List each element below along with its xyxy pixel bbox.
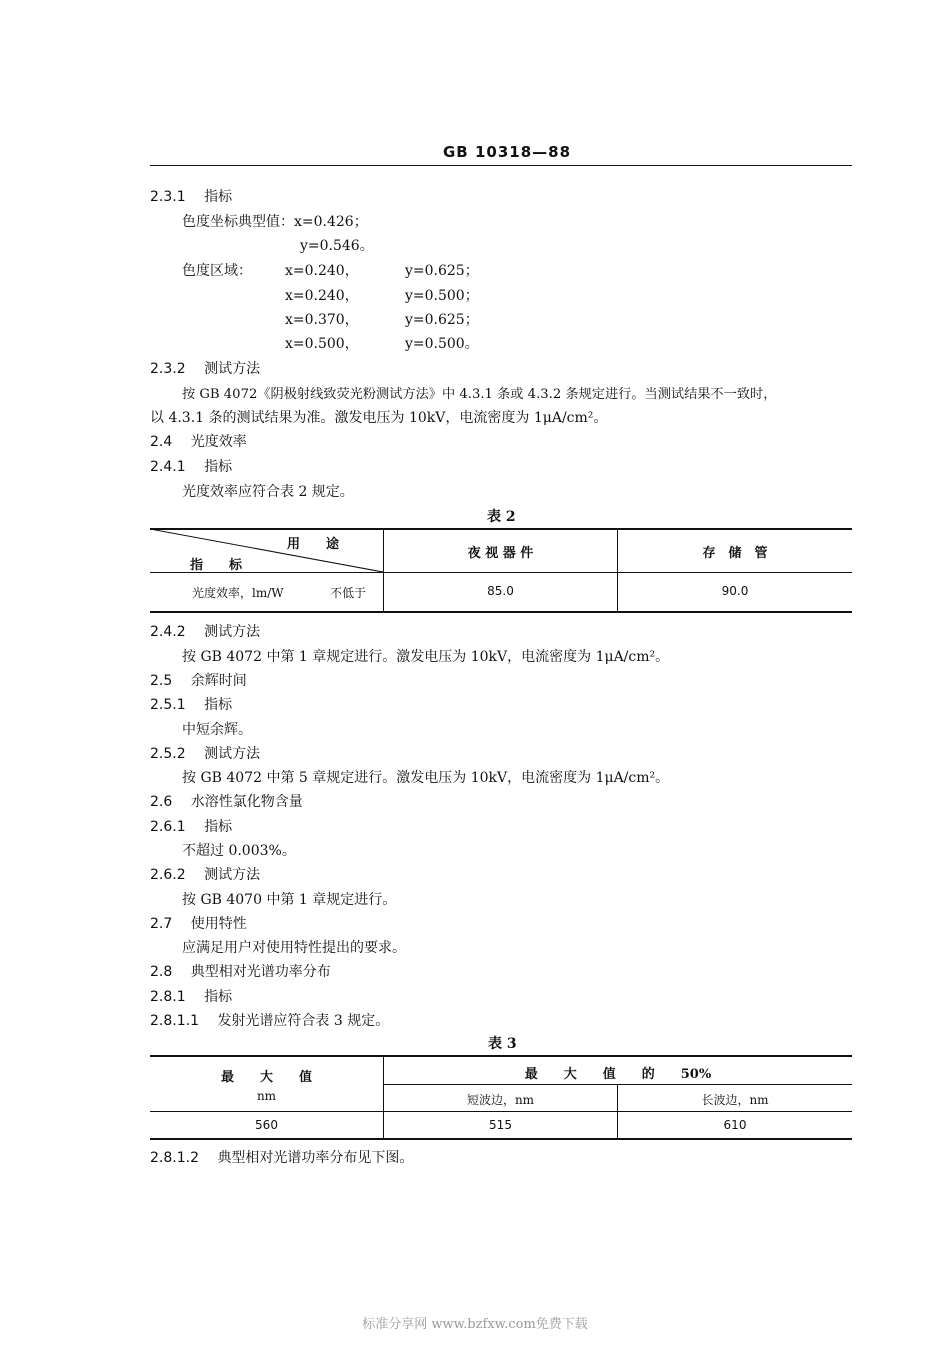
paragraph: 典型相对光谱功率分布见下图。 <box>217 1150 414 1166</box>
section-2-3-2 <box>150 358 260 378</box>
table-mid-rule <box>150 1111 852 1112</box>
table-cell: 610 <box>723 1118 747 1132</box>
section-title: 指标 <box>204 697 233 713</box>
section-title: 光度效率 <box>190 434 247 450</box>
section-2-6-2 <box>150 864 260 884</box>
section-title: 水溶性氯化物含量 <box>190 794 303 810</box>
region-x-1: x=0.240， <box>285 263 359 279</box>
table-2-caption: 表 2 <box>487 509 516 525</box>
table-bottom-rule <box>150 1138 852 1140</box>
section-2-5-1 <box>150 694 232 714</box>
section-title: 指标 <box>204 189 233 205</box>
section-2-7 <box>150 913 247 933</box>
typical-y: y=0.546。 <box>300 238 374 254</box>
section-2-8-1-1 <box>150 1010 389 1030</box>
section-number: 2.6.1 <box>150 819 186 835</box>
section-number: 2.5.1 <box>150 697 186 713</box>
region-y-2: y=0.500； <box>405 288 479 304</box>
section-number: 2.5 <box>150 673 173 689</box>
section-number: 2.8 <box>150 964 173 980</box>
paragraph: 光度效率应符合表 2 规定。 <box>182 484 354 500</box>
section-2-8 <box>150 961 331 981</box>
paragraph-line: 按 GB 4072《阴极射线致荧光粉测试方法》中 4.3.1 条或 4.3.2 条规定进行。当测试结果不一致时， <box>182 387 777 402</box>
standard-code: GB 10318—88 <box>443 143 572 161</box>
region-y-3: y=0.625； <box>405 312 479 328</box>
table-cell: 85.0 <box>487 584 514 598</box>
region-x-3: x=0.370， <box>285 312 359 328</box>
section-number: 2.4.1 <box>150 459 186 475</box>
section-title: 测试方法 <box>204 624 261 640</box>
table-col-header: 最 大 值 的 50% <box>524 1067 712 1082</box>
section-2-4-1 <box>150 456 232 476</box>
section-number: 2.8.1.2 <box>150 1150 199 1166</box>
table-corner-top: 用 途 <box>287 537 340 552</box>
paragraph-line: 以 4.3.1 条的测试结果为准。激发电压为 10kV，电流密度为 1μA/cm²。 <box>150 410 608 426</box>
paragraph: 中短余辉。 <box>182 722 252 738</box>
section-number: 2.7 <box>150 916 173 932</box>
region-y-4: y=0.500。 <box>405 336 479 352</box>
section-2-6-1 <box>150 816 232 836</box>
table-subheader: 短波边，nm <box>466 1093 535 1107</box>
table-top-rule <box>150 1055 852 1057</box>
section-2-8-1 <box>150 986 232 1006</box>
table-row-qualifier: 不低于 <box>330 586 367 600</box>
section-title: 余辉时间 <box>190 673 247 689</box>
table-col-header: 存 储 管 <box>702 546 768 561</box>
table-cell: 515 <box>489 1118 512 1132</box>
section-title: 典型相对光谱功率分布 <box>190 964 331 980</box>
region-x-2: x=0.240， <box>285 288 359 304</box>
table-sub-rule <box>384 1084 852 1085</box>
section-number: 2.4.2 <box>150 624 186 640</box>
table-corner-diagonal <box>150 529 384 573</box>
section-title: 测试方法 <box>204 746 261 762</box>
paragraph: 应满足用户对使用特性提出的要求。 <box>182 940 406 956</box>
table-col-unit: nm <box>256 1089 277 1103</box>
section-title: 测试方法 <box>204 361 261 377</box>
region-label: 色度区域： <box>182 263 252 279</box>
typical-label: 色度坐标典型值： <box>182 214 294 230</box>
section-2-4 <box>150 431 247 451</box>
section-title: 指标 <box>204 989 233 1005</box>
typical-coords-row <box>182 211 368 231</box>
section-2-4-2 <box>150 621 260 641</box>
paragraph: 按 GB 4070 中第 1 章规定进行。 <box>182 892 397 908</box>
section-number: 2.5.2 <box>150 746 186 762</box>
table-subheader: 长波边，nm <box>701 1093 769 1107</box>
region-y-1: y=0.625； <box>405 263 479 279</box>
section-number: 2.4 <box>150 434 173 450</box>
region-x-4: x=0.500， <box>285 336 359 352</box>
section-title: 使用特性 <box>190 916 247 932</box>
table-col-header: 夜 视 器 件 <box>467 546 534 561</box>
table-cell: 90.0 <box>721 584 749 598</box>
paragraph: 按 GB 4072 中第 5 章规定进行。激发电压为 10kV，电流密度为 1μA/cm²。 <box>182 770 670 786</box>
section-title: 指标 <box>204 819 233 835</box>
header-rule <box>150 165 852 166</box>
table-corner-bottom: 指 标 <box>190 558 243 573</box>
section-2-6 <box>150 791 303 811</box>
section-2-3-1 <box>150 186 232 206</box>
section-title: 测试方法 <box>204 867 261 883</box>
table-bottom-rule <box>150 611 852 613</box>
section-number: 2.6 <box>150 794 173 810</box>
section-2-5-2 <box>150 743 260 763</box>
section-number: 2.3.1 <box>150 189 186 205</box>
paragraph: 不超过 0.003%。 <box>182 843 296 859</box>
table-cell: 560 <box>255 1118 278 1132</box>
table-3-caption: 表 3 <box>488 1036 517 1052</box>
section-number: 2.6.2 <box>150 867 186 883</box>
section-2-5 <box>150 670 247 690</box>
footer-watermark: 标准分享网 www.bzfxw.com免费下载 <box>362 1317 588 1332</box>
paragraph: 按 GB 4072 中第 1 章规定进行。激发电压为 10kV，电流密度为 1μA/cm²。 <box>182 649 670 665</box>
section-number: 2.8.1.1 <box>150 1013 199 1029</box>
section-2-8-1-2 <box>150 1147 413 1167</box>
table-row-label: 光度效率，lm/W <box>192 586 284 600</box>
section-title: 指标 <box>204 459 233 475</box>
section-number: 2.3.2 <box>150 361 186 377</box>
typical-x: x=0.426； <box>294 214 368 230</box>
section-number: 2.8.1 <box>150 989 186 1005</box>
table-col-header: 最 大 值 <box>220 1070 312 1085</box>
paragraph: 发射光谱应符合表 3 规定。 <box>217 1013 390 1029</box>
